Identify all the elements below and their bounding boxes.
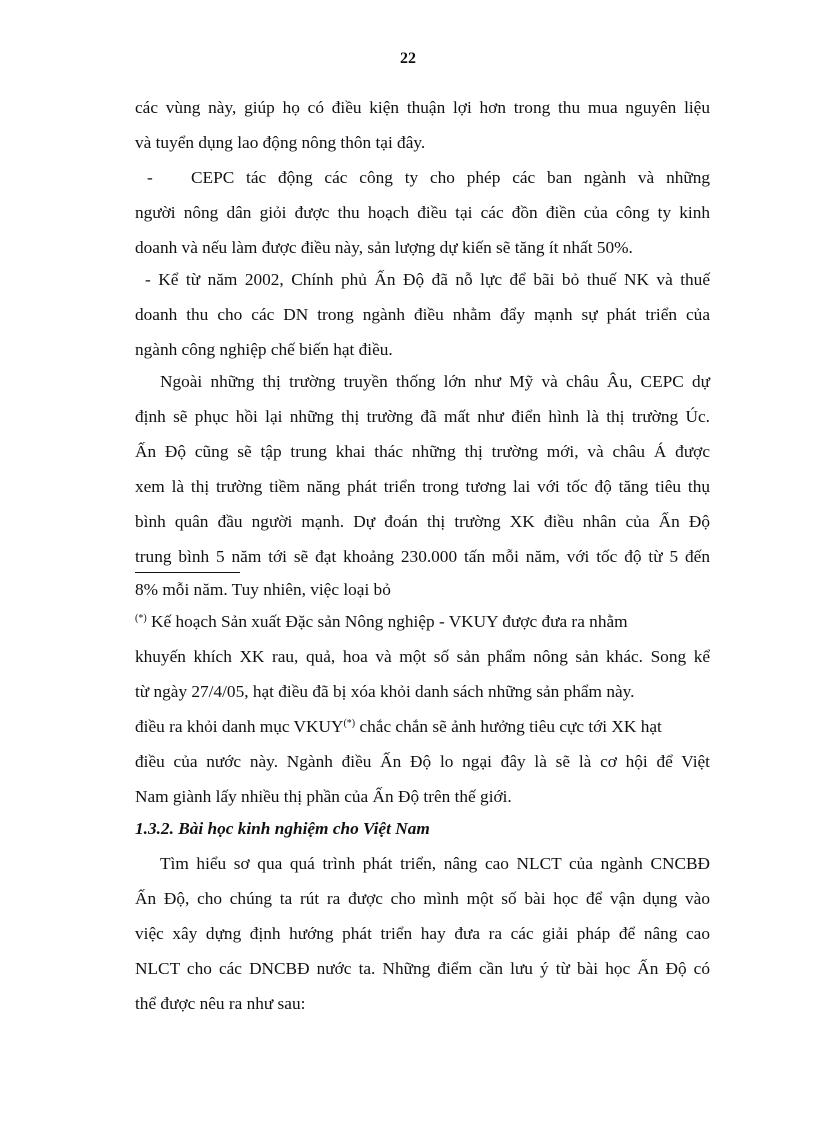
body-text-line: 8% mỗi năm. Tuy nhiên, việc loại bỏ	[135, 580, 391, 599]
bullet-dash: -	[147, 168, 153, 187]
body-text-line: điều của nước này. Ngành điều Ấn Độ lo ngại đây là sẽ là cơ hội để Việt	[135, 752, 710, 771]
body-text-line: định sẽ phục hồi lại những thị trường đã mất như điển hình là thị trường Úc.	[135, 407, 710, 426]
body-text-line: doanh thu cho các DN trong ngành điều nhằm đẩy mạnh sự phát triển của	[135, 305, 710, 324]
footnote-text: Kế hoạch Sản xuất Đặc sản Nông nghiệp - VKUY được đưa ra nhằm	[151, 612, 628, 631]
footnote-line: khuyến khích XK rau, quả, hoa và một số sản phẩm nông sản khác. Song kể	[135, 647, 710, 666]
footnote-separator	[135, 572, 240, 573]
body-text-line: bình quân đầu người mạnh. Dự đoán thị trường XK điều nhân của Ấn Độ	[135, 512, 710, 531]
body-text-line: thể được nêu ra như sau:	[135, 994, 306, 1013]
body-text-line	[135, 717, 710, 737]
footnote-marker: (*)	[135, 613, 147, 624]
body-text-line: doanh và nếu làm được điều này, sản lượng dự kiến sẽ tăng ít nhất 50%.	[135, 238, 633, 257]
section-heading: 1.3.2. Bài học kinh nghiệm cho Việt Nam	[135, 819, 430, 838]
footnote-line: từ ngày 27/4/05, hạt điều đã bị xóa khỏi danh sách những sản phẩm này.	[135, 682, 635, 701]
body-text-line: xem là thị trường tiềm năng phát triển trong tương lai với tốc độ tăng tiêu thụ	[135, 477, 710, 496]
body-text: chắc chắn sẽ ảnh hưởng tiêu cực tới XK hạt	[355, 717, 662, 736]
body-text-line: Ấn Độ, cho chúng ta rút ra được cho mình một số bài học để vận dụng vào	[135, 889, 710, 908]
body-text-line: Ngoài những thị trường truyền thống lớn như Mỹ và châu Âu, CEPC dự	[160, 372, 710, 391]
body-text-line: trung bình 5 năm tới sẽ đạt khoảng 230.000 tấn mỗi năm, với tốc độ từ 5 đến	[135, 547, 710, 566]
body-text-line: và tuyển dụng lao động nông thôn tại đây.	[135, 133, 426, 152]
body-text-line: Tìm hiểu sơ qua quá trình phát triển, nâng cao NLCT của ngành CNCBĐ	[160, 854, 710, 873]
body-text-line: - Kể từ năm 2002, Chính phủ Ấn Độ đã nỗ lực để bãi bỏ thuế NK và thuế	[145, 270, 710, 289]
body-text-line: ngành công nghiệp chế biến hạt điều.	[135, 340, 393, 359]
body-text-line: các vùng này, giúp họ có điều kiện thuận lợi hơn trong thu mua nguyên liệu	[135, 98, 710, 117]
body-text-line: Nam giành lấy nhiều thị phần của Ấn Độ trên thế giới.	[135, 787, 512, 806]
page-number: 22	[400, 50, 416, 67]
body-text: điều ra khỏi danh mục VKUY	[135, 717, 344, 736]
bullet-line	[135, 168, 710, 188]
footnote-reference: (*)	[343, 718, 356, 729]
body-text-line: việc xây dựng định hướng phát triển hay đưa ra các giải pháp để nâng cao	[135, 924, 710, 943]
body-text-line: NLCT cho các DNCBĐ nước ta. Những điểm cần lưu ý từ bài học Ấn Độ có	[135, 959, 710, 978]
footnote-line	[135, 612, 710, 632]
body-text-line: Ấn Độ cũng sẽ tập trung khai thác những thị trường mới, và châu Á được	[135, 442, 710, 461]
body-text-line: người nông dân giỏi được thu hoạch điều tại các đồn điền của công ty kinh	[135, 203, 710, 222]
body-text-line: CEPC tác động các công ty cho phép các ban ngành và những	[191, 168, 710, 187]
